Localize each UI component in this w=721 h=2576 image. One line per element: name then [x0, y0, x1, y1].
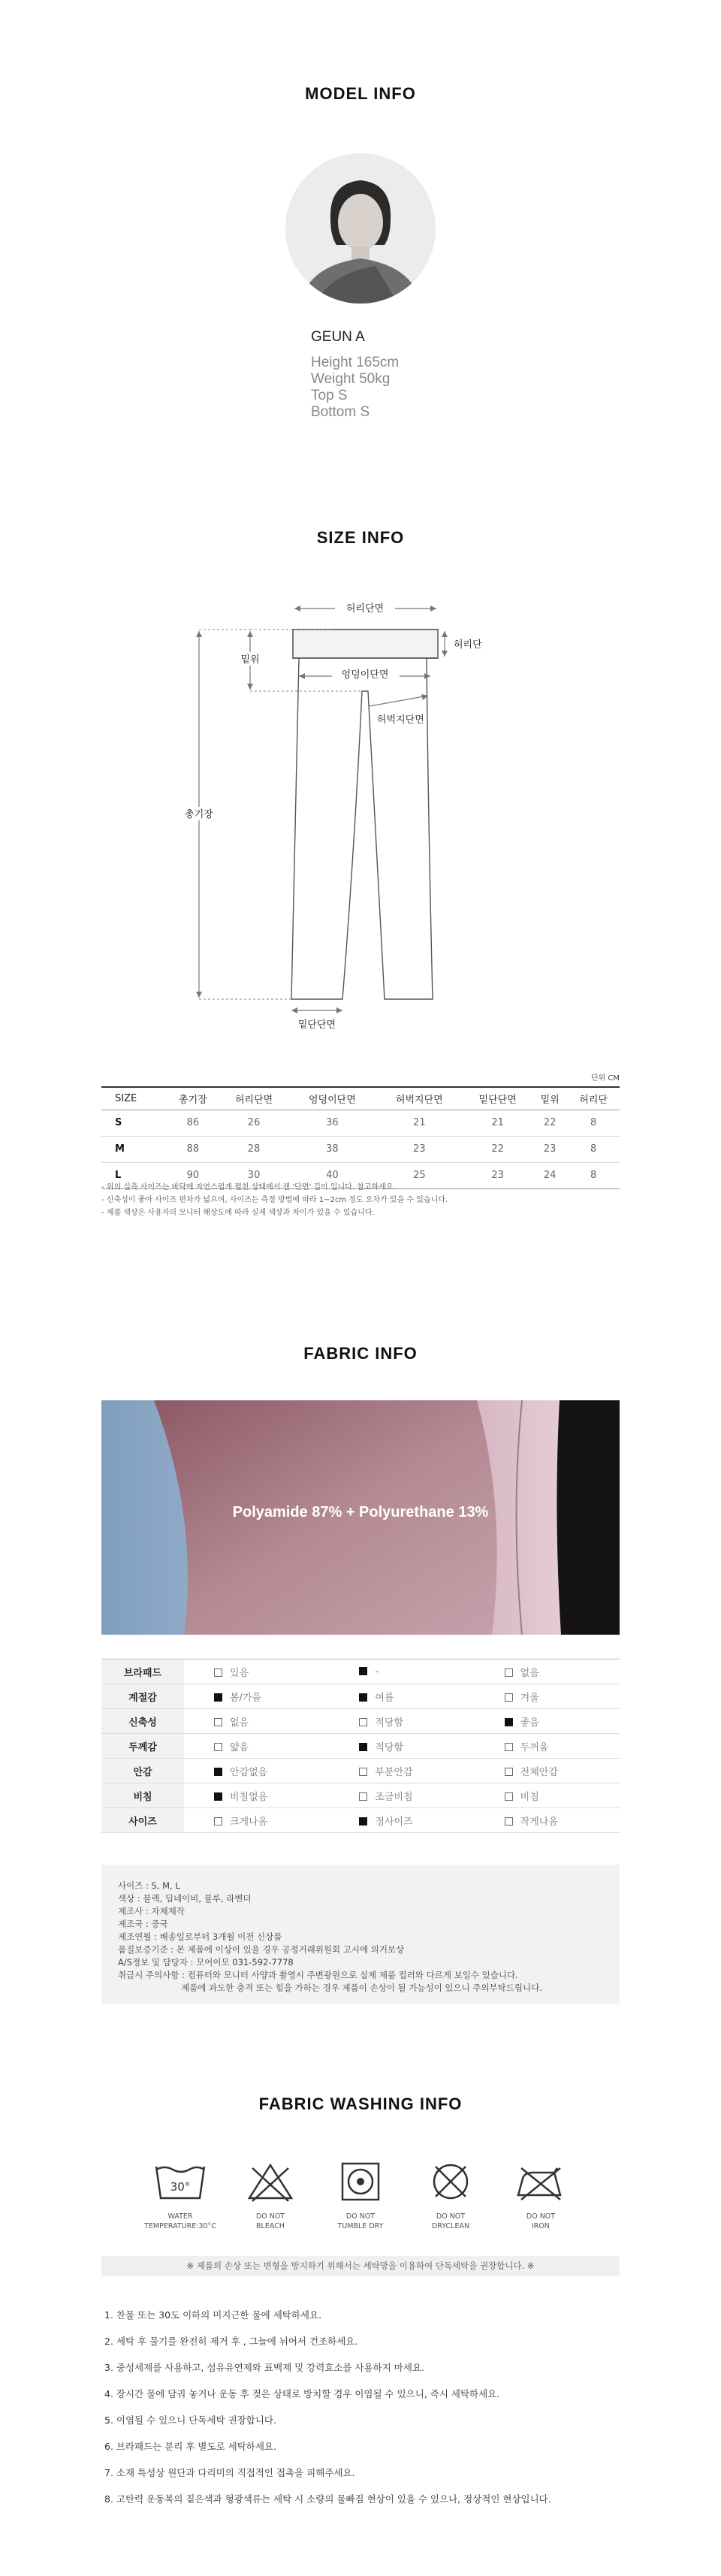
do-not-dryclean-icon [421, 2159, 481, 2204]
fabric-option-label: 겨울 [520, 1692, 539, 1704]
fabric-option-label: 작게나옴 [520, 1816, 558, 1828]
label-rise: 밑위 [240, 654, 260, 666]
washing-instructions [104, 2302, 551, 2512]
fabric-option-label: 적당함 [375, 1741, 404, 1753]
model-info-title: MODEL INFO [305, 84, 416, 103]
fabric-row [101, 1659, 620, 1684]
wash-caption: IRON [532, 2222, 550, 2230]
table-cell: 22 [532, 1110, 567, 1136]
table-cell: S [101, 1110, 167, 1136]
fabric-option [475, 1783, 620, 1808]
fabric-row-label: 안감 [101, 1759, 184, 1783]
checked-box-icon [359, 1817, 367, 1826]
size-note: - 위의 실측 사이즈는 바닥에 자연스럽게 펼친 상태에서 잰 '단면' 길이 입니다. 참고하세요. [101, 1183, 396, 1191]
label-thigh: 허벅지단면 [377, 714, 424, 726]
table-cell: 23 [376, 1136, 463, 1162]
checked-box-icon [214, 1792, 222, 1801]
model-height: Height 165cm [311, 355, 400, 370]
fabric-option-label: 좋음 [520, 1717, 539, 1729]
wash-caption: DO NOT [436, 2212, 466, 2221]
info-line: 제조연월 : 배송일로부터 3개월 이전 신상품 [118, 1931, 282, 1942]
water-temperature-icon [150, 2159, 210, 2204]
fabric-option-label: 없음 [520, 1667, 539, 1679]
fabric-option [329, 1759, 474, 1783]
fabric-option [475, 1734, 620, 1759]
wash-caption: DO NOT [526, 2212, 556, 2221]
fabric-option [329, 1709, 474, 1734]
wash-caption: DO NOT [255, 2212, 285, 2221]
do-not-bleach [225, 2159, 315, 2231]
table-cell: 88 [167, 1136, 219, 1162]
fabric-option-label: 부분안감 [375, 1766, 413, 1778]
checked-box-icon [214, 1768, 222, 1776]
checked-box-icon [359, 1693, 367, 1702]
model-top: Top S [311, 388, 348, 403]
info-line: 색상 : 블랙, 딥네이비, 블루, 라벤더 [118, 1893, 252, 1904]
label-hip: 엉덩이단면 [341, 669, 389, 681]
fabric-option-label: 비침 [520, 1791, 539, 1803]
list-item: 8. 고탄력 운동복의 짙은색과 형광색류는 세탁 시 소량의 물빠짐 현상이 있을 수 있으나, 정상적인 현상입니다. [104, 2493, 551, 2505]
fabric-row-label: 두께감 [101, 1734, 184, 1759]
info-line: A/S정보 및 담당자 : 모어이모 031-592-7778 [118, 1957, 294, 1967]
size-note: - 제품 색상은 사용자의 모니터 해상도에 따라 실제 색상과 차이가 있을 수 있습니다. [101, 1209, 375, 1217]
table-cell: L [101, 1162, 167, 1188]
table-cell: 21 [376, 1110, 463, 1136]
fabric-option-label: 여름 [375, 1692, 394, 1704]
fabric-option-label: 정사이즈 [375, 1816, 413, 1828]
info-line: 사이즈 : S, M, L [118, 1880, 180, 1891]
size-header: SIZE [101, 1087, 167, 1110]
table-cell: 8 [567, 1110, 620, 1136]
wash-caption: DRYCLEAN [431, 2222, 470, 2230]
table-row [101, 1110, 620, 1136]
size-header: 허리단 [567, 1087, 620, 1110]
checked-box-icon [214, 1693, 222, 1702]
wash-caption: DO NOT [345, 2212, 376, 2221]
table-cell: 23 [463, 1162, 532, 1188]
fabric-row-label: 사이즈 [101, 1808, 184, 1833]
wash-caption: TEMPERATURE:30°C [144, 2222, 216, 2230]
wash-caption: TUMBLE DRY [337, 2222, 384, 2230]
table-cell: 38 [288, 1136, 376, 1162]
label-waistband: 허리단 [454, 639, 482, 651]
unchecked-box-icon [214, 1669, 222, 1677]
fabric-option [184, 1734, 329, 1759]
fabric-row-label: 계절감 [101, 1684, 184, 1709]
unchecked-box-icon [505, 1768, 513, 1776]
checked-box-icon [359, 1743, 367, 1751]
size-info-title: SIZE INFO [316, 528, 405, 547]
fabric-row [101, 1709, 620, 1734]
table-cell: 90 [167, 1162, 219, 1188]
fabric-option [184, 1759, 329, 1783]
fabric-option [475, 1759, 620, 1783]
size-diagram [165, 586, 556, 1044]
unchecked-box-icon [505, 1817, 513, 1826]
table-cell: 36 [288, 1110, 376, 1136]
model-name: GEUN A [311, 329, 365, 345]
table-cell: 24 [532, 1162, 567, 1188]
fabric-property-table [101, 1659, 620, 1833]
unchecked-box-icon [214, 1718, 222, 1726]
table-cell: M [101, 1136, 167, 1162]
model-bottom: Bottom S [311, 404, 370, 420]
fabric-row-label: 브라패드 [101, 1659, 184, 1684]
list-item: 1. 찬물 또는 30도 이하의 미지근한 물에 세탁하세요. [104, 2309, 322, 2321]
info-line: 제품에 과도한 충격 또는 힘을 가하는 경우 제품이 손상이 될 가능성이 있으니 주의부탁드립니다. [118, 1983, 542, 1993]
list-item: 7. 소재 특성상 원단과 다리미의 직접적인 접촉을 피해주세요. [104, 2467, 355, 2478]
table-cell: 86 [167, 1110, 219, 1136]
table-cell: 30 [219, 1162, 289, 1188]
fabric-option [475, 1709, 620, 1734]
fabric-option-label: 비침없음 [230, 1791, 268, 1803]
do-not-tumble-dry-icon [330, 2159, 391, 2204]
fabric-option-label: 조금비침 [375, 1791, 413, 1803]
do-not-tumble-dry [315, 2159, 406, 2231]
wash-caption: WATER [167, 2212, 193, 2221]
size-header: 밑위 [532, 1087, 567, 1110]
washing-info-title: FABRIC WASHING INFO [258, 2094, 463, 2113]
unchecked-box-icon [505, 1693, 513, 1702]
fabric-option [475, 1684, 620, 1709]
unchecked-box-icon [214, 1817, 222, 1826]
label-waist: 허리단면 [345, 603, 385, 615]
table-cell: 8 [567, 1162, 620, 1188]
product-info-box [101, 1865, 620, 2004]
fabric-option [329, 1684, 474, 1709]
table-cell: 40 [288, 1162, 376, 1188]
fabric-row [101, 1684, 620, 1709]
list-item: 6. 브라패드는 분리 후 별도로 세탁하세요. [104, 2441, 276, 2452]
size-header: 엉덩이단면 [288, 1087, 376, 1110]
size-notes [101, 1181, 448, 1219]
fabric-option [184, 1659, 329, 1684]
fabric-info-title: FABRIC INFO [303, 1344, 418, 1363]
fabric-option-label: - [375, 1665, 379, 1678]
table-cell: 8 [567, 1136, 620, 1162]
fabric-row [101, 1808, 620, 1833]
fabric-option [329, 1783, 474, 1808]
list-item: 2. 세탁 후 물기를 완전히 제거 후 , 그늘에 뉘어서 건조하세요. [104, 2336, 358, 2347]
wash-caption: BLEACH [256, 2222, 285, 2230]
unit-note: 단위 CM [590, 1074, 620, 1083]
unchecked-box-icon [359, 1718, 367, 1726]
size-note: - 신축성이 좋아 사이즈 편차가 넓으며, 사이즈는 측정 방법에 따라 1~2cm 정도 오차가 있을 수 있습니다. [101, 1196, 448, 1204]
unchecked-box-icon [505, 1669, 513, 1677]
fabric-option [329, 1734, 474, 1759]
fabric-option-label: 없음 [230, 1717, 249, 1729]
unchecked-box-icon [505, 1743, 513, 1751]
fabric-option-label: 안감없음 [230, 1766, 268, 1778]
fabric-row-label: 비침 [101, 1783, 184, 1808]
fabric-row [101, 1734, 620, 1759]
fabric-option-label: 얇음 [230, 1741, 249, 1753]
fabric-option [329, 1808, 474, 1833]
info-line: 품질보증기준 : 본 제품에 이상이 있을 경우 공정거래위원회 고시에 의거보상 [118, 1944, 405, 1955]
list-item: 3. 중성세제를 사용하고, 섬유유연제와 표백제 및 강력효소를 사용하지 마세요. [104, 2362, 424, 2373]
info-line: 제조국 : 중국 [118, 1919, 168, 1929]
fabric-option [475, 1659, 620, 1684]
unchecked-box-icon [359, 1792, 367, 1801]
fabric-row [101, 1783, 620, 1808]
table-cell: 25 [376, 1162, 463, 1188]
model-avatar [285, 153, 436, 304]
fabric-composition: Polyamide 87% + Polyurethane 13% [232, 1504, 489, 1521]
checked-box-icon [505, 1718, 513, 1726]
table-cell: 23 [532, 1136, 567, 1162]
fabric-option-label: 두꺼움 [520, 1741, 549, 1753]
checked-box-icon [359, 1667, 367, 1675]
table-cell: 22 [463, 1136, 532, 1162]
fabric-option-label: 적당함 [375, 1717, 404, 1729]
fabric-option-label: 크게나옴 [230, 1816, 268, 1828]
fabric-row [101, 1759, 620, 1783]
do-not-bleach-icon [240, 2159, 300, 2204]
table-cell: 21 [463, 1110, 532, 1136]
do-not-iron-icon [511, 2159, 571, 2204]
label-length: 총기장 [185, 809, 213, 820]
table-cell: 26 [219, 1110, 289, 1136]
water-temperature [135, 2159, 225, 2231]
fabric-option [184, 1684, 329, 1709]
unchecked-box-icon [214, 1743, 222, 1751]
info-line: 취급시 주의사항 : 컴퓨터와 모니터 사양과 촬영시 주변광원으로 실제 제품 컬러와 다르게 보일수 있습니다. [118, 1970, 518, 1980]
temperature-symbol: 30° [170, 2180, 191, 2194]
size-header: 밑단단면 [463, 1087, 532, 1110]
list-item: 4. 장시간 물에 담궈 놓거나 운동 후 젖은 상태로 방치할 경우 이염될 수 있으니, 즉시 세탁하세요. [104, 2388, 500, 2399]
fabric-option-label: 있음 [230, 1667, 249, 1679]
table-cell: 28 [219, 1136, 289, 1162]
fabric-option [184, 1709, 329, 1734]
fabric-option [184, 1783, 329, 1808]
list-item: 5. 이염될 수 있으니 단독세탁 권장합니다. [104, 2414, 276, 2426]
fabric-option [475, 1808, 620, 1833]
unchecked-box-icon [359, 1768, 367, 1776]
do-not-dryclean [406, 2159, 496, 2231]
table-row [101, 1136, 620, 1162]
fabric-option [329, 1659, 474, 1684]
size-header: 총기장 [167, 1087, 219, 1110]
unchecked-box-icon [505, 1792, 513, 1801]
washing-notice: ※ 제품의 손상 또는 변형을 방지하기 위해서는 세탁망을 이용하여 단독세탁을 권장합니다. ※ [101, 2256, 620, 2276]
size-table [101, 1086, 620, 1189]
size-header: 허리단면 [219, 1087, 289, 1110]
fabric-image [101, 1400, 620, 1635]
fabric-row-label: 신축성 [101, 1709, 184, 1734]
fabric-option-label: 봄/가을 [230, 1692, 262, 1704]
model-weight: Weight 50kg [311, 371, 391, 387]
info-line: 제조사 : 자체제작 [118, 1906, 185, 1916]
fabric-option [184, 1808, 329, 1833]
fabric-option-label: 전체안감 [520, 1766, 558, 1778]
label-hem: 밑단단면 [297, 1019, 336, 1031]
do-not-iron [496, 2159, 586, 2231]
size-header: 허벅지단면 [376, 1087, 463, 1110]
